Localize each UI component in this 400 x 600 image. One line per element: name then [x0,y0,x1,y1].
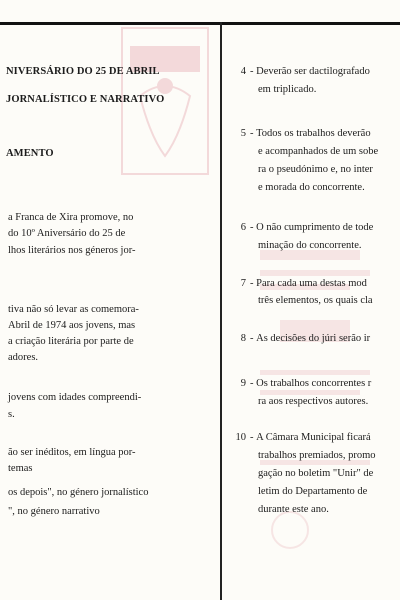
item-number: 9 [240,378,246,389]
body-line: s. [8,409,15,420]
body-line: temas [8,463,33,474]
body-line: a criação literária por parte de [8,336,134,347]
item-text: trabalhos premiados, promo [258,450,376,461]
list-item: 6 - O não cumprimento de tode [224,222,373,233]
item-text: três elementos, os quais cla [258,295,373,306]
body-line: ", no género narrativo [8,506,100,517]
heading-regulation: AMENTO [6,148,54,159]
body-line: ão ser inéditos, em língua por- [8,447,136,458]
list-item: 8 - As decisões do júri serão ir [224,333,370,344]
item-number: 7 [240,278,246,289]
item-text: ra o pseudónimo e, no inter [258,164,373,175]
item-text: durante este ano. [258,504,329,515]
item-text: A Câmara Municipal ficará [256,432,371,443]
column-divider [220,22,222,600]
list-item: 10 - A Câmara Municipal ficará [224,432,371,443]
body-line: do 10º Aniversário do 25 de [8,228,126,239]
item-text: Os trabalhos concorrentes r [256,378,372,389]
item-text: e acompanhados de um sobe [258,146,379,157]
item-text: ra aos respectivos autores. [258,396,369,407]
heading-genres: JORNALÍSTICO E NARRATIVO [6,94,165,105]
body-line: tiva não só levar as comemora- [8,304,139,315]
item-text: gação no boletim "Unir" de [258,468,374,479]
item-number: 10 [235,432,246,443]
item-number: 8 [240,333,246,344]
item-text: e morada do concorrente. [258,182,365,193]
body-line: jovens com idades compreendi- [8,392,142,403]
list-item: 9 - Os trabalhos concorrentes r [224,378,371,389]
body-line: a Franca de Xira promove, no [8,212,134,223]
right-column [224,0,400,600]
item-text: Para cada uma destas mod [256,278,367,289]
item-number: 6 [240,222,246,233]
heading-anniversary: NIVERSÁRIO DO 25 DE ABRIL [6,66,160,77]
body-line: Abril de 1974 aos jovens, mas [8,320,136,331]
item-text: em triplicado. [258,84,317,95]
body-line: os depois", no género jornalístico [8,487,149,498]
item-text: As decisões do júri serão ir [256,333,371,344]
item-number: 4 [240,66,246,77]
item-number: 5 [240,128,246,139]
item-text: Deverão ser dactilografado [256,66,370,77]
list-item: 5 - Todos os trabalhos deverão [224,128,371,139]
item-text: letim do Departamento de [258,486,368,497]
item-text: O não cumprimento de tode [256,222,374,233]
item-text: minação do concorrente. [258,240,362,251]
body-line: adores. [8,352,39,363]
list-item: 4 - Deverão ser dactilografado [224,66,370,77]
body-line: lhos literários nos géneros jor- [8,245,136,256]
list-item: 7 - Para cada uma destas mod [224,278,367,289]
item-text: Todos os trabalhos deverão [256,128,371,139]
